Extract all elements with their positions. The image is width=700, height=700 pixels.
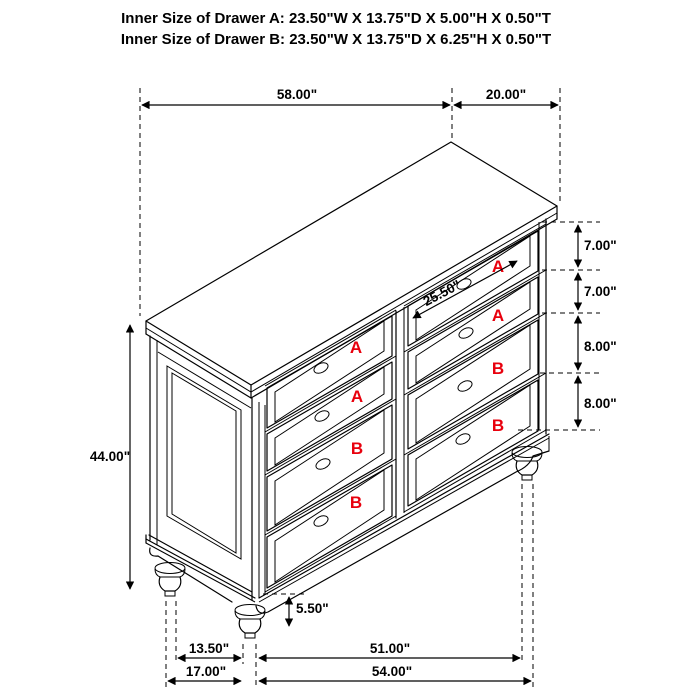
leg-front [235, 605, 265, 639]
dim-drawer-row-2: 7.00" [584, 284, 617, 299]
side-panel [146, 336, 255, 602]
dim-front-span-outer: 54.00" [371, 664, 413, 679]
drawer-label-right-1: A [491, 257, 505, 276]
drawer-label-left-3: B [350, 439, 364, 458]
drawer-handle-icon [312, 361, 329, 376]
dim-drawer-row-1: 7.00" [584, 238, 617, 253]
dim-leg-gap-outer: 17.00" [185, 664, 227, 679]
dim-leg-height: 5.50" [296, 601, 329, 616]
drawer-handle-icon [456, 379, 473, 394]
drawer-label-right-3: B [491, 359, 505, 378]
leg-height-dimension [263, 594, 329, 626]
leg-left [155, 563, 185, 597]
drawer-fronts-left [267, 316, 392, 588]
drawer-b2-right [408, 380, 538, 506]
drawer-label-right-4: B [491, 416, 505, 435]
drawer-fronts-right [408, 231, 538, 506]
inner-size-drawer-b-text: Inner Size of Drawer B: 23.50"W X 13.75"D X 6.25"H X 0.50"T [120, 31, 552, 48]
dim-depth-top: 20.00" [485, 87, 527, 102]
dim-drawer-row-4: 8.00" [584, 396, 617, 411]
dim-drawer-row-3: 8.00" [584, 339, 617, 354]
drawer-handle-icon [454, 432, 471, 447]
dim-overall-height: 44.00" [89, 449, 131, 464]
drawer-height-dimensions [518, 222, 617, 430]
leg-right [512, 447, 542, 481]
drawer-label-left-1: A [349, 338, 363, 357]
bottom-dimensions [166, 484, 533, 687]
drawer-handle-icon [314, 457, 331, 472]
base-apron [256, 434, 549, 613]
drawer-label-left-2: A [350, 387, 364, 406]
dim-front-span-inner: 51.00" [369, 641, 411, 656]
drawer-handle-icon [312, 514, 329, 529]
drawer-b2-left [267, 465, 392, 588]
overall-height-dimension [90, 325, 130, 589]
inner-size-drawer-a-text: Inner Size of Drawer A: 23.50"W X 13.75"D X 5.00"H X 0.50"T [121, 10, 551, 27]
drawer-b1-left [267, 405, 392, 531]
drawer-label-right-2: A [491, 306, 505, 325]
drawer-label-left-4: B [349, 493, 363, 512]
dim-drawer-front-width: 25.50" [420, 276, 464, 310]
dim-leg-gap-inner: 13.50" [188, 641, 230, 656]
dim-width-top: 58.00" [276, 87, 318, 102]
drawer-rails [265, 224, 546, 592]
